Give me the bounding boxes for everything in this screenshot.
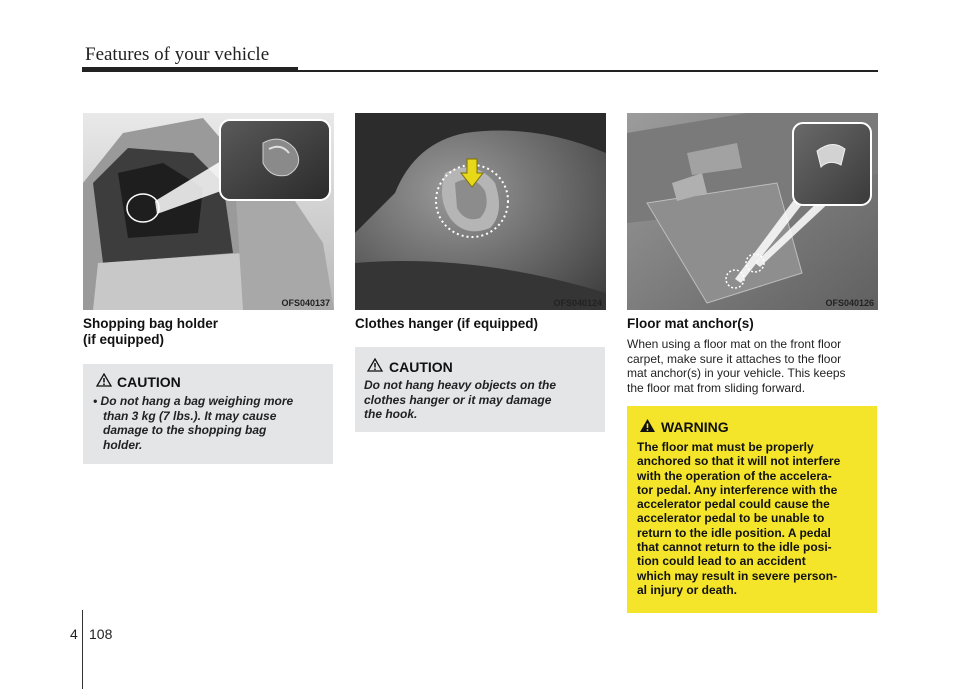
image-code-label: OFS040137 <box>281 298 330 308</box>
shopping-bag-holder-photo <box>83 113 334 310</box>
caution-heading: CAUTION <box>389 359 453 375</box>
warning-heading: WARNING <box>661 419 729 435</box>
caution-box-shopping-bag <box>83 364 333 464</box>
warning-triangle-icon <box>96 373 112 387</box>
caution-heading: CAUTION <box>117 374 181 390</box>
chapter-number: 4 <box>70 626 78 642</box>
clothes-hanger-title: Clothes hanger (if equipped) <box>355 316 539 331</box>
page-number: 108 <box>89 626 113 642</box>
footer-divider <box>82 610 83 689</box>
image-code-label: OFS040124 <box>553 298 602 308</box>
floor-mat-body-text: When using a floor mat on the front floor carpet, make sure it attaches to the floor mat anchor(s) in your vehicle. This keeps the floor mat from sliding forward. <box>627 337 846 395</box>
warning-triangle-icon <box>639 418 656 433</box>
floor-mat-anchor-title: Floor mat anchor(s) <box>627 316 754 331</box>
warning-triangle-icon <box>367 358 383 372</box>
warning-text: The floor mat must be properly anchored so that it will not interfere with the operation of the accelera- tor pedal. Any interference with the accelerator pedal could cause the accelerator pedal to be unable to return to the idle position. A pedal that cannot return to the idle posi- tion could lead to an accident which may result in severe person- al injury or death. <box>637 440 841 597</box>
caution-text: Do not hang heavy objects on the clothes hanger or it may damage the hook. <box>364 378 557 421</box>
caution-text: • Do not hang a bag weighing more than 3 kg (7 lbs.). It may cause damage to the shopping bag holder. <box>93 394 294 452</box>
page-header-title: Features of your vehicle <box>85 44 270 65</box>
image-code-label: OFS040126 <box>825 298 874 308</box>
header-rule-thin <box>298 70 878 72</box>
floor-mat-anchor-photo <box>627 113 878 310</box>
caution-box-clothes-hanger <box>355 347 605 432</box>
clothes-hanger-photo <box>355 113 606 310</box>
header-rule-thick <box>82 67 298 72</box>
warning-box-floor-mat <box>627 406 877 613</box>
shopping-bag-holder-title: Shopping bag holder (if equipped) <box>83 316 218 347</box>
